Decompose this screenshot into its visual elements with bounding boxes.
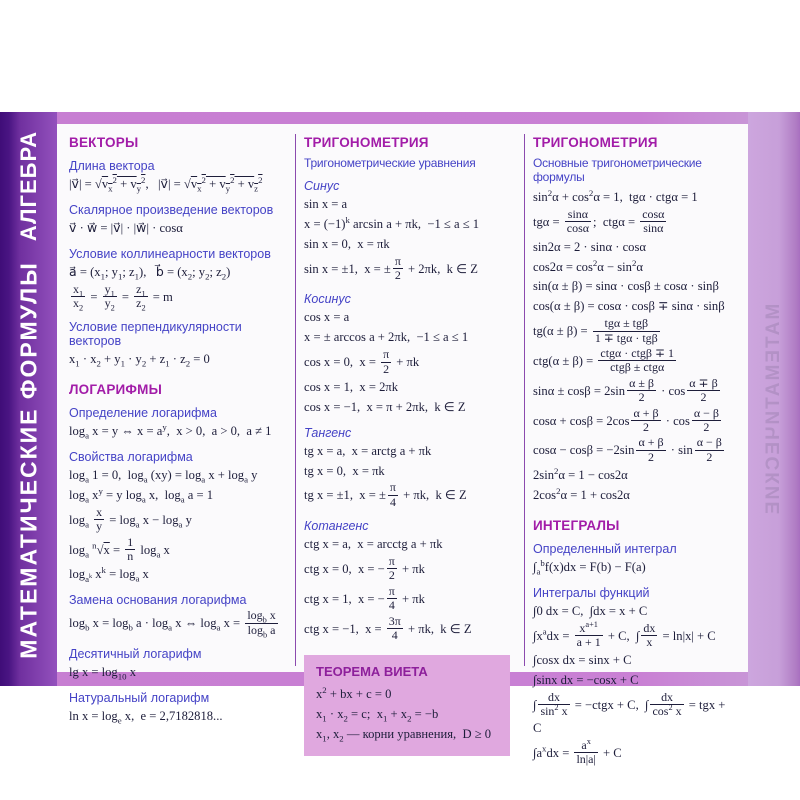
- formula-line: $\ln x = \log_e x$, e = 2,7182818...: [69, 709, 223, 726]
- formula-line: $x_1 \cdot x_2 + y_1 \cdot y_2 + z_1 \cdot z_2 = 0$: [69, 352, 210, 369]
- section-title: ТРИГОНОМЕТРИЯ: [533, 135, 658, 150]
- formula-line: $\log_a x^y = y$ $\log_a x$, $\log_a a = 1$: [69, 485, 214, 505]
- vieta-box: [304, 655, 510, 756]
- section-title: ИНТЕГРАЛЫ: [533, 517, 620, 533]
- formula-line: $2\sin^2\alpha = 1 - \cos 2\alpha$: [533, 465, 628, 483]
- formula-block: [69, 647, 287, 682]
- block-subtitle: Определение логарифма: [69, 406, 217, 421]
- formula-line: v⃗ · w⃗ = |v⃗| · |w⃗| · cosα: [69, 220, 183, 235]
- formula-line: $\log_a$ $\frac{x}{y}$ = $\log_a x - \log_a y$: [69, 504, 192, 534]
- formula-block: [304, 292, 516, 416]
- formula-line: $\log_b x = \log_b a \cdot \log_a x$ ⇔ $\log_a x$ = $\frac{\log_b x}{\log_b a}$: [69, 608, 276, 640]
- formula-line: ctg x = −1, x = $\frac{3\pi}{4}$ + πk, k ∈ Z: [304, 613, 472, 643]
- formula-line: $\lg x = \log_{10} x$: [69, 665, 136, 682]
- formula-line: cos x = 0, x = $\frac{\pi}{2}$ + πk: [304, 347, 420, 376]
- formula-line: ∫cosx dx = sinx + C: [533, 653, 632, 668]
- block-subtitle: Длина вектора: [69, 159, 155, 173]
- formula-line: $\log_a x = y$ ⇔ $x = a^y$, x > 0, a > 0, a ≠ 1: [69, 422, 272, 441]
- block-subtitle: Натуральный логарифм: [69, 691, 210, 705]
- formula-block: [69, 247, 287, 312]
- formula-block: [69, 593, 287, 638]
- formula-line: $x = (-1)^k$ arcsin a + πk, −1 ≤ a ≤ 1: [304, 214, 480, 231]
- block-subtitle: Интегралы функций: [533, 585, 650, 600]
- formula-block: [533, 586, 734, 768]
- formula-line: $2\cos^2\alpha = 1 + \cos 2\alpha$: [533, 485, 630, 502]
- block-subtitle: Замена основания логарифма: [69, 593, 247, 608]
- column-2: [295, 134, 524, 744]
- formula-line: tg x = 0, x = πk: [304, 463, 385, 478]
- formula-block: [533, 189, 734, 505]
- formula-line: cosα − cosβ = −2sin $\frac{\alpha + \beta}{2}$ · sin $\frac{\alpha - \beta}{2}$: [533, 435, 722, 464]
- formula-line: $\log_a 1 = 0$, $\log_a (xy) = \log_a x + \log_a y$: [69, 468, 258, 485]
- formula-line: sin2α = 2 · sinα · cosα: [533, 239, 646, 254]
- formula-block: [69, 203, 287, 238]
- section-title: ТРИГОНОМЕТРИЯ: [304, 135, 429, 150]
- formula-line: cos x = a: [304, 310, 350, 325]
- spine-subject-title: АЛГЕБРА: [15, 130, 41, 242]
- formula-block: [304, 519, 516, 643]
- block-subtitle: Условие коллинеарности векторов: [69, 246, 271, 261]
- spine-series-title: МАТЕМАТИЧЕСКИЕ ФОРМУЛЫ: [15, 261, 41, 659]
- formula-line: $\cos 2\alpha = \cos^2\alpha - \sin^2\alpha$: [533, 257, 643, 274]
- bleedthrough-watermark: МАТЕМАТИЧЕСКИЕ: [763, 304, 784, 517]
- formula-line: x = ± arccos a + 2πk, −1 ≤ a ≤ 1: [304, 330, 469, 345]
- formula-line: cosα + cosβ = 2cos $\frac{\alpha + \beta}{2}$ · cos $\frac{\alpha - \beta}{2}$: [533, 405, 719, 434]
- section-subtitle: Тригонометрические уравнения: [304, 156, 476, 170]
- formula-line: $\log_{a^k} x^k = \log_a x$: [69, 565, 149, 584]
- formula-block: [304, 179, 516, 283]
- formula-line: $\log_a ^n√x$ = $\frac{1}{n}$ $\log_a x$: [69, 534, 170, 564]
- formula-line: |v⃗| = $√v_x^2 + v_y^2$, |v⃗| = $√v_x^2 + v_y^2 + v_z^2$: [69, 174, 263, 194]
- section-subtitle: Основные тригонометрические формулы: [533, 156, 702, 184]
- block-subtitle: Котангенс: [304, 519, 369, 534]
- block-subtitle: Скалярное произведение векторов: [69, 202, 274, 217]
- formula-block: [69, 406, 287, 441]
- formula-block: [69, 450, 287, 584]
- formula-sheet: [57, 124, 748, 767]
- block-subtitle: Определенный интеграл: [533, 541, 677, 556]
- column-1: [69, 134, 295, 726]
- formula-line: ctg x = 0, x = − $\frac{\pi}{2}$ + πk: [304, 554, 425, 583]
- formula-line: tg x = a, x = arctg a + πk: [304, 443, 432, 458]
- formula-line: ctg(α ± β) = ctgα · ctgβ ∓ 1 ctgβ ± ctgα: [533, 345, 674, 375]
- formula-block: [533, 542, 734, 577]
- section-title: ЛОГАРИФМЫ: [69, 382, 163, 398]
- formula-line: sin(α ± β) = sinα · cosβ ± cosα · sinβ: [533, 279, 719, 294]
- formula-line: cos x = 1, x = 2πk: [304, 379, 399, 394]
- left-spine: [0, 112, 57, 686]
- formula-line: $\int x^adx$ = $\frac{x^{a+1}}{a + 1}$ + C, ∫ $\frac{dx}{x}$ = ln|x| + C: [533, 619, 716, 649]
- formula-line: $x_1 \cdot x_2 = c$; $x_1 + x_2 = -b$: [316, 707, 439, 724]
- right-edge-strip: [748, 112, 800, 686]
- formula-line: $\frac{x_1}{x_2}$ = $\frac{y_1}{y_2}$ = $\frac{z_1}{z_2}$ = m: [73, 281, 173, 313]
- formula-line: cos x = −1, x = π + 2πk, k ∈ Z: [304, 399, 466, 414]
- formula-block: [69, 159, 287, 194]
- formula-line: ctg x = a, x = arcctg a + πk: [304, 537, 443, 552]
- formula-line: $\int a^xdx$ = $\frac{a^x}{\ln|a|}$ + C: [533, 736, 622, 767]
- formula-line: sin x = a: [304, 197, 348, 211]
- formula-line: $x_1$, $x_2$ — корни уравнения, D ≥ 0: [316, 727, 492, 744]
- block-subtitle: Свойства логарифма: [69, 450, 193, 465]
- formula-line: ∫0 dx = C, ∫dx = x + C: [533, 603, 648, 618]
- formula-line: cos(α ± β) = cosα · cosβ ∓ sinα · sinβ: [533, 299, 725, 314]
- formula-line: sinα ± cosβ = 2sin $\frac{\alpha \pm \beta}{2}$ · cos $\frac{\alpha \mp \beta}{2}$: [533, 375, 718, 405]
- formula-line: $\sin^2\alpha + \cos^2\alpha = 1$, tgα · ctgα = 1: [533, 187, 698, 204]
- formula-line: ctg x = 1, x = − $\frac{\pi}{4}$ + πk: [304, 583, 425, 613]
- columns-container: [69, 134, 742, 767]
- formula-line: a⃗ = ($x_1$; $y_1$; $z_1$), b⃗ = ($x_2$; $y_2$; $z_2$): [69, 264, 231, 282]
- block-subtitle: Синус: [304, 179, 340, 193]
- formula-line: $\int_a^bf(x)dx = F(b) - F(a)$: [533, 557, 646, 577]
- vieta-box-title: ТЕОРЕМА ВИЕТА: [316, 664, 428, 680]
- formula-line: $x^2$ + bx + c = 0: [316, 685, 392, 702]
- formula-line: tg(α ± β) = tgα ± tgβ 1 ∓ tgα · tgβ: [533, 316, 658, 345]
- formula-block: [69, 320, 287, 369]
- column-3: [524, 134, 742, 767]
- section-title: ВЕКТОРЫ: [69, 135, 139, 150]
- formula-line: ∫sinx dx = −cosx + C: [533, 673, 639, 688]
- formula-block: [304, 426, 516, 511]
- block-subtitle: Условие перпендикулярности векторов: [69, 320, 242, 349]
- formula-line: ∫ $\frac{dx}{\sin^2 x}$ = −ctgx + C, ∫ $\frac{dx}{\cos^2 x}$ = tgx + C: [533, 690, 729, 735]
- block-subtitle: Десятичный логарифм: [69, 647, 202, 662]
- block-subtitle: Тангенс: [304, 425, 352, 440]
- block-subtitle: Косинус: [304, 292, 351, 307]
- formula-line: sin x = ±1, x = ± $\frac{\pi}{2}$ + 2πk, k ∈ Z: [304, 253, 478, 283]
- formula-line: sin x = 0, x = πk: [304, 236, 390, 251]
- formula-line: tgα = $\frac{\sin\alpha}{\cos\alpha}$ ; ctgα = $\frac{\cos\alpha}{\sin\alpha}$: [533, 206, 665, 236]
- formula-line: tg x = ±1, x = ± $\frac{\pi}{4}$ + πk, k ∈ Z: [304, 480, 467, 509]
- formula-poster: [0, 112, 800, 767]
- formula-block: [69, 691, 287, 726]
